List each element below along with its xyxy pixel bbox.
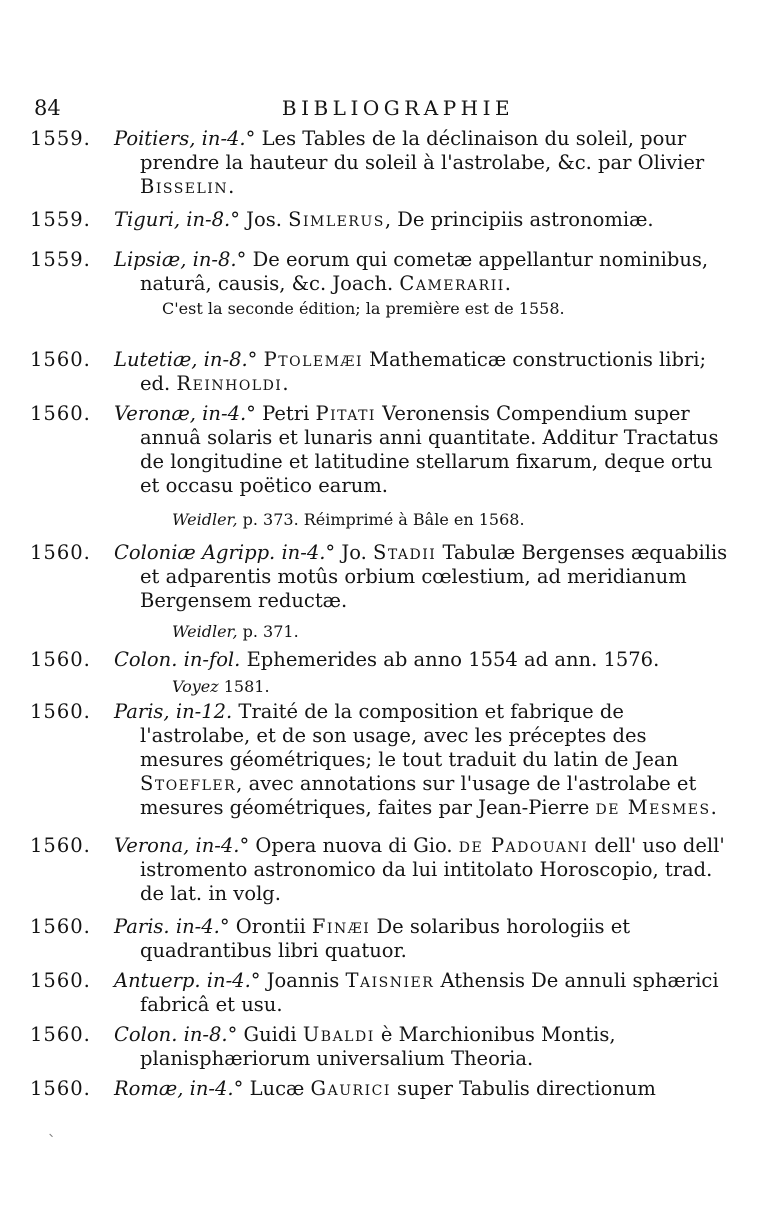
entry-mid: Mathematicæ constructionis libri; ed. — [140, 348, 707, 395]
running-head: BIBLIOGRAPHIE — [281, 96, 515, 120]
note-ref: Weidler, — [172, 510, 238, 529]
entry-1560-colon-fol — [30, 648, 730, 672]
entry-1560-lutetiae — [30, 348, 730, 396]
entry-1560-paris-12 — [30, 700, 730, 820]
entry-place: Colon. in-fol. — [114, 648, 241, 671]
entry-year: 1560. — [30, 700, 91, 723]
entry-author: de Padouani — [458, 834, 589, 857]
entry-title: Joannis — [260, 969, 346, 992]
note-text: p. 373. Réimprimé à Bâle en 1568. — [237, 510, 525, 529]
entry-year: 1560. — [30, 969, 91, 992]
entry-place: Lutetiæ, in-8.° — [114, 348, 258, 371]
entry-year: 1560. — [30, 1077, 91, 1100]
entry-1560-colon-8 — [30, 1023, 730, 1071]
entry-place: Verona, in-4.° — [114, 834, 250, 857]
entry-title: Les Tables de la déclinaison du soleil, pour prendre la hauteur du soleil à l'astrolabe, &c. par Olivier — [140, 127, 705, 174]
entry-year: 1560. — [30, 541, 91, 564]
entry-author: Bisselin — [140, 175, 229, 198]
note-text: C'est la seconde édition; la première est de 1558. — [162, 299, 565, 318]
entry-place: Romæ, in-4.° — [114, 1077, 244, 1100]
entry-1560-antuerp — [30, 969, 730, 1017]
entry-author-2: de Mesmes — [595, 796, 711, 819]
entry-end: . — [504, 272, 511, 295]
entry-place: Paris, in-12. — [114, 700, 233, 723]
entry-author: Stadii — [373, 541, 437, 564]
entry-year: 1560. — [30, 1023, 91, 1046]
entry-place: Antuerp. in-4.° — [114, 969, 261, 992]
entry-author: Ptolemæi — [263, 348, 363, 371]
entry-1559-lipsiae — [30, 248, 730, 296]
entry-place: Coloniæ Agripp. in-4.° — [114, 541, 336, 564]
entry-text — [114, 208, 730, 232]
note-text: p. 371. — [237, 622, 299, 641]
entry-text — [114, 915, 730, 963]
entry-place: Tiguri, in-8.° — [114, 208, 240, 231]
entry-1560-verona — [30, 834, 730, 906]
entry-text — [114, 834, 730, 906]
entry-end: . — [710, 796, 717, 819]
entry-title: Petri — [255, 402, 316, 425]
entry-text — [114, 700, 730, 820]
entry-end: , De principiis astronomiæ. — [384, 208, 654, 231]
note-weidler-373 — [172, 510, 525, 530]
entry-title: De eorum qui cometæ appellantur nominibus, naturâ, causis, &c. Joach. — [140, 248, 709, 295]
entry-title: Ephemerides ab anno 1554 ad ann. 1576. — [240, 648, 660, 671]
entry-end: . — [282, 372, 289, 395]
entry-author: Taisnier — [345, 969, 435, 992]
entry-text — [114, 248, 730, 296]
entry-1560-veronae — [30, 402, 730, 498]
entry-author: Pitati — [315, 402, 376, 425]
entry-title: Lucæ — [243, 1077, 311, 1100]
entry-place: Lipsiæ, in-8.° — [114, 248, 247, 271]
entry-title: Opera nuova di Gio. — [249, 834, 459, 857]
entry-end: . — [228, 175, 235, 198]
entry-title: Jo. — [335, 541, 373, 564]
entry-1560-coloniae — [30, 541, 730, 613]
entry-year: 1559. — [30, 208, 91, 231]
entry-year: 1560. — [30, 834, 91, 857]
entry-year: 1560. — [30, 915, 91, 938]
entry-1560-romae — [30, 1077, 730, 1101]
entry-end: Athensis De annuli sphærici fabricâ et usu. — [140, 969, 719, 1016]
entry-author: Ubaldi — [302, 1023, 375, 1046]
entry-title: Guidi — [237, 1023, 303, 1046]
entry-text — [114, 969, 730, 1017]
entry-end: è Marchionibus Montis, planisphæriorum universalium Theoria. — [140, 1023, 616, 1070]
entry-year: 1559. — [30, 127, 91, 150]
note-seconde-edition — [162, 299, 565, 319]
entry-text — [114, 1077, 730, 1101]
entry-end: Veronensis Compendium super annuâ solaris et lunaris anni quantitate. Additur Tractatus de longitudine et latitudine stellarum fixarum, deque ortu et occasu poëtico earum. — [140, 402, 719, 497]
entry-text — [114, 648, 730, 672]
entry-1559-tiguri — [30, 208, 730, 232]
entry-end: dell' uso dell' istromento astronomico da lui intitolato Horoscopio, trad. de lat. in volg. — [140, 834, 725, 905]
entry-1559-poitiers — [30, 127, 730, 199]
page-number: 84 — [34, 96, 61, 120]
entry-text — [114, 402, 730, 498]
entry-text — [114, 127, 730, 199]
entry-text — [114, 1023, 730, 1071]
entry-end: Tabulæ Bergenses æquabilis et adparentis motûs orbium cœlestium, ad meridianum Bergensem reductæ. — [140, 541, 728, 612]
entry-mid: , avec annotations sur l'usage de l'astrolabe et mesures géométriques, faites par Jean-Pierre — [140, 772, 697, 819]
entry-author: Camerarii — [399, 272, 505, 295]
entry-author-2: Reinholdi — [176, 372, 283, 395]
ink-speck — [49, 1131, 55, 1137]
entry-title: Jos. — [239, 208, 289, 231]
entry-year: 1560. — [30, 648, 91, 671]
note-weidler-371 — [172, 622, 299, 642]
note-ref: Weidler, — [172, 622, 238, 641]
entry-year: 1560. — [30, 402, 91, 425]
entry-year: 1559. — [30, 248, 91, 271]
entry-author: Simlerus — [288, 208, 385, 231]
entry-end: super Tabulis directionum — [390, 1077, 656, 1100]
note-text: 1581. — [218, 677, 270, 696]
entry-author: Gaurici — [310, 1077, 391, 1100]
entry-place: Paris. in-4.° — [114, 915, 230, 938]
note-voyez-1581 — [172, 677, 270, 697]
entry-author: Stoefler — [140, 772, 237, 795]
entry-title: Orontii — [229, 915, 312, 938]
entry-place: Poitiers, in-4.° — [114, 127, 256, 150]
note-ref: Voyez — [172, 677, 219, 696]
entry-place: Colon. in-8.° — [114, 1023, 238, 1046]
entry-end: De solaribus horologiis et quadrantibus libri quatuor. — [140, 915, 631, 962]
entry-title: Traité de la composition et fabrique de l'astrolabe, et de son usage, avec les préceptes des mesures géométriques; le tout traduit du latin de Jean — [140, 700, 679, 771]
entry-place: Veronæ, in-4.° — [114, 402, 256, 425]
entry-year: 1560. — [30, 348, 91, 371]
entry-text — [114, 541, 730, 613]
entry-1560-paris-4 — [30, 915, 730, 963]
entry-author: Finæi — [311, 915, 371, 938]
entry-text — [114, 348, 730, 396]
